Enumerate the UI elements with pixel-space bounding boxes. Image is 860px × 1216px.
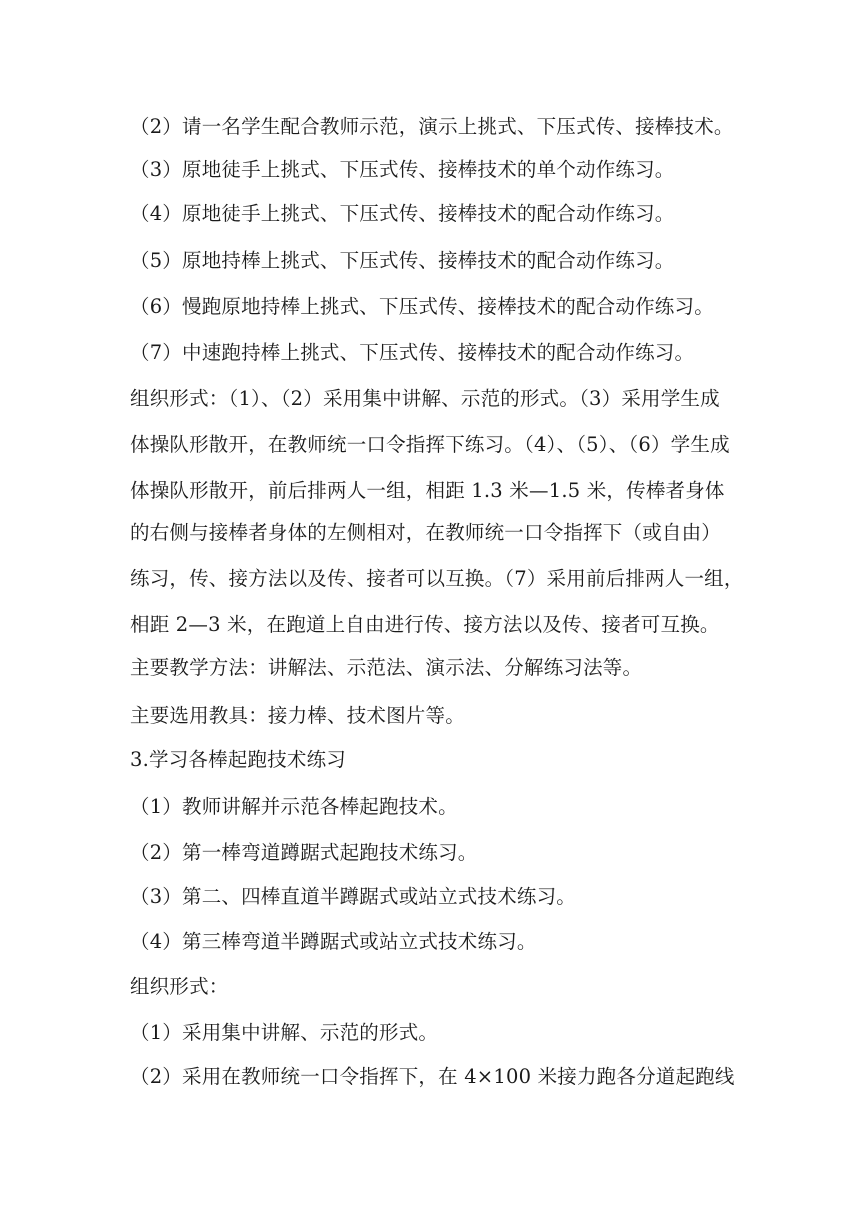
text-line-4: （5）原地持棒上挑式、下压式传、接棒技术的配合动作练习。 bbox=[130, 249, 675, 272]
text-line-21: （1）采用集中讲解、示范的形式。 bbox=[130, 1021, 439, 1044]
text-line-19: （4）第三棒弯道半蹲踞式或站立式技术练习。 bbox=[130, 930, 537, 953]
text-line-18: （3）第二、四棒直道半蹲踞式或站立式技术练习。 bbox=[130, 885, 577, 908]
text-line-14: 主要选用教具：接力棒、技术图片等。 bbox=[130, 704, 465, 727]
text-line-8: 体操队形散开，在教师统一口令指挥下练习。（4）、（5）、（6）学生成 bbox=[130, 433, 730, 456]
text-line-16: （1）教师讲解并示范各棒起跑技术。 bbox=[130, 795, 458, 818]
text-line-13: 主要教学方法：讲解法、示范法、演示法、分解练习法等。 bbox=[130, 656, 643, 679]
text-line-5: （6）慢跑原地持棒上挑式、下压式传、接棒技术的配合动作练习。 bbox=[130, 295, 714, 318]
text-line-7: 组织形式：（1）、（2）采用集中讲解、示范的形式。（3）采用学生成 bbox=[130, 387, 720, 410]
text-line-20: 组织形式： bbox=[130, 975, 229, 998]
text-line-9: 体操队形散开，前后排两人一组，相距 1.3 米—1.5 米，传棒者身体 bbox=[130, 479, 725, 502]
text-line-6: （7）中速跑持棒上挑式、下压式传、接棒技术的配合动作练习。 bbox=[130, 341, 695, 364]
text-line-3: （4）原地徒手上挑式、下压式传、接棒技术的配合动作练习。 bbox=[130, 202, 675, 225]
text-line-22: （2）采用在教师统一口令指挥下，在 4×100 米接力跑各分道起跑线 bbox=[130, 1065, 735, 1088]
text-line-12: 相距 2—3 米，在跑道上自由进行传、接方法以及传、接者可互换。 bbox=[130, 613, 720, 636]
text-line-11: 练习，传、接方法以及传、接者可以互换。（7）采用前后排两人一组， bbox=[130, 567, 744, 590]
text-line-17: （2）第一棒弯道蹲踞式起跑技术练习。 bbox=[130, 841, 478, 864]
text-line-2: （3）原地徒手上挑式、下压式传、接棒技术的单个动作练习。 bbox=[130, 158, 675, 181]
section-heading: 3.学习各棒起跑技术练习 bbox=[130, 748, 347, 771]
text-line-10: 的右侧与接棒者身体的左侧相对，在教师统一口令指挥下（或自由） bbox=[130, 521, 722, 544]
text-line-1: （2）请一名学生配合教师示范，演示上挑式、下压式传、接棒技术。 bbox=[130, 115, 734, 138]
